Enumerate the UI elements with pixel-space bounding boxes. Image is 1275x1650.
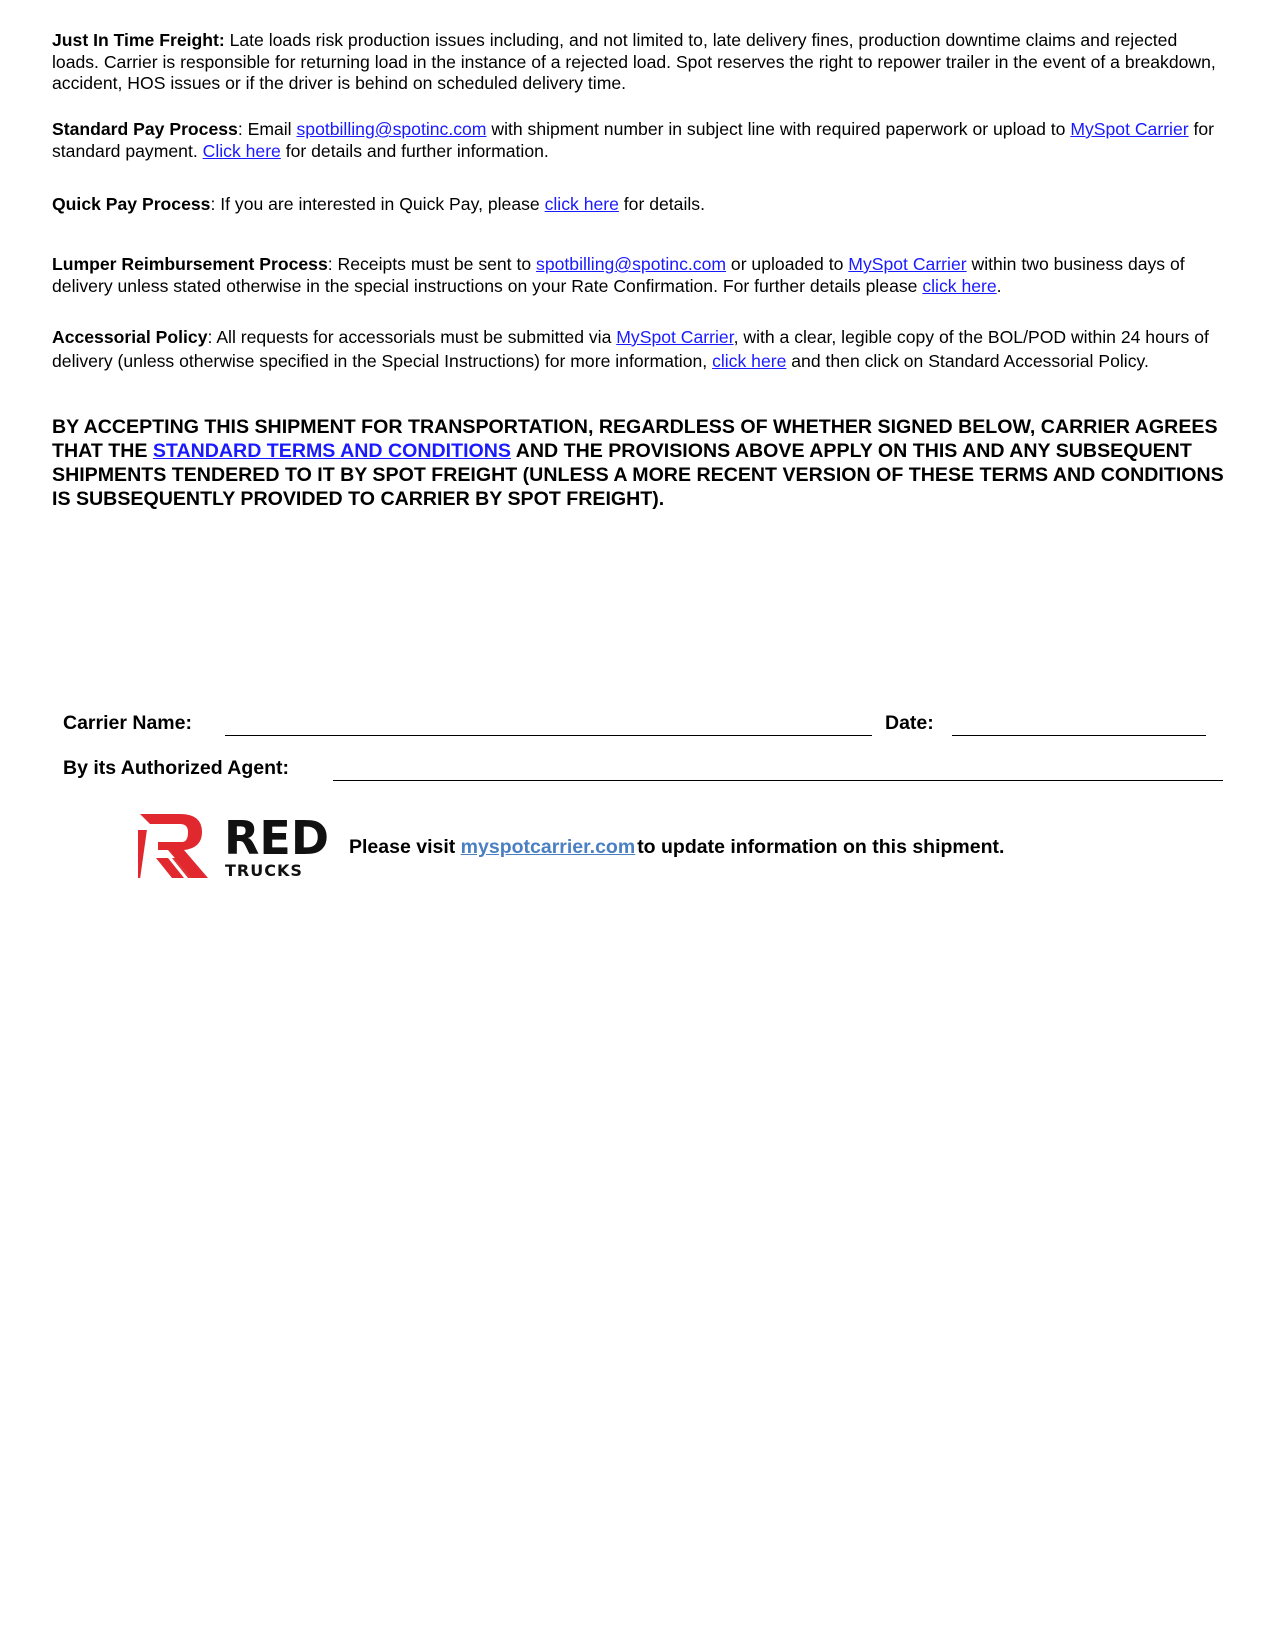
visit-text-1: Please visit bbox=[349, 836, 461, 858]
update-info-notice bbox=[349, 836, 1004, 859]
jit-body: Late loads risk production issues including, and not limited to, late delivery fines, production downtime claims and rejected loads. Carrier is responsible for returning load in the instance of a rejected load. Spot reserves the right to repower trailer in the event of a breakdown, accident, HOS issues or if the driver is behind on scheduled delivery time. bbox=[52, 30, 1216, 93]
carrier-name-line[interactable] bbox=[225, 735, 872, 736]
standard-terms-link[interactable]: STANDARD TERMS AND CONDITIONS bbox=[152, 440, 511, 462]
accessorial-myspot-link[interactable]: MySpot Carrier bbox=[616, 327, 734, 347]
date-label: Date: bbox=[885, 712, 934, 734]
lumper-click-here-link[interactable]: click here bbox=[922, 275, 997, 296]
logo-mark-icon bbox=[138, 814, 208, 878]
standard-pay-email-link[interactable]: spotbilling@spotinc.com bbox=[296, 119, 487, 139]
lumper-text-4: . bbox=[996, 275, 1002, 296]
accessorial-text-3: and then click on Standard Accessorial Policy. bbox=[786, 350, 1149, 371]
lumper-paragraph bbox=[52, 254, 1224, 297]
quick-pay-title: Quick Pay Process bbox=[52, 194, 211, 214]
standard-pay-text-2: with shipment number in subject line with required paperwork or upload to bbox=[486, 119, 1071, 139]
standard-pay-paragraph bbox=[52, 119, 1224, 162]
terms-text-2: AND THE PROVISIONS ABOVE APPLY ON THIS AND ANY SUBSEQUENT SHIPMENTS TENDERED TO IT BY SPOT FREIGHT (UNLESS A MORE RECENT VERSION OF THESE TERMS AND CONDITIONS IS SUBSEQUENTLY PROVIDED TO CARRIER BY SPOT FREIGHT). bbox=[52, 440, 1224, 510]
logo-word: RED bbox=[224, 811, 330, 865]
standard-pay-title: Standard Pay Process bbox=[52, 119, 238, 139]
lumper-title: Lumper Reimbursement Process bbox=[52, 254, 328, 274]
lumper-text-2: or uploaded to bbox=[726, 254, 849, 274]
accessorial-paragraph bbox=[52, 327, 1224, 374]
accessorial-click-here-link[interactable]: click here bbox=[712, 350, 787, 371]
standard-pay-click-here-link[interactable]: Click here bbox=[202, 140, 281, 161]
accessorial-text-1: : All requests for accessorials must be submitted via bbox=[207, 327, 617, 347]
authorized-agent-line[interactable] bbox=[333, 780, 1223, 781]
quick-pay-paragraph bbox=[52, 194, 1224, 216]
standard-pay-text-4: for details and further information. bbox=[280, 140, 549, 161]
terms-statement bbox=[52, 415, 1224, 511]
jit-paragraph bbox=[52, 30, 1224, 95]
visit-text-2: to update information on this shipment. bbox=[637, 836, 1005, 858]
myspotcarrier-link[interactable]: myspotcarrier.com bbox=[460, 836, 636, 858]
lumper-text-3: within two business days of delivery unless stated otherwise in the special instructions on your Rate Confirmation. For further details please bbox=[52, 254, 1185, 296]
logo-subword: TRUCKS bbox=[225, 861, 303, 880]
accessorial-text-2: , with a clear, legible copy of the BOL/POD within 24 hours of delivery (unless otherwise specified in the Special Instructions) for more information, bbox=[52, 327, 1209, 371]
quick-pay-text-2: for details. bbox=[618, 194, 705, 214]
standard-pay-text-1: : Email bbox=[237, 119, 297, 139]
date-line[interactable] bbox=[952, 735, 1206, 736]
accessorial-title: Accessorial Policy bbox=[52, 327, 208, 347]
standard-pay-myspot-link[interactable]: MySpot Carrier bbox=[1070, 119, 1189, 139]
quick-pay-click-here-link[interactable]: click here bbox=[544, 194, 619, 214]
carrier-name-label: Carrier Name: bbox=[63, 712, 192, 734]
lumper-myspot-link[interactable]: MySpot Carrier bbox=[848, 254, 967, 274]
authorized-agent-label: By its Authorized Agent: bbox=[63, 757, 290, 779]
standard-pay-text-3: for standard payment. bbox=[52, 119, 1215, 161]
red-trucks-logo bbox=[138, 808, 338, 880]
jit-title: Just In Time Freight: bbox=[52, 30, 225, 50]
quick-pay-text-1: : If you are interested in Quick Pay, please bbox=[210, 194, 545, 214]
terms-text-1: BY ACCEPTING THIS SHIPMENT FOR TRANSPORTATION, REGARDLESS OF WHETHER SIGNED BELOW, CARRIER AGREES THAT THE bbox=[52, 416, 1218, 462]
lumper-text-1: : Receipts must be sent to bbox=[327, 254, 537, 274]
lumper-email-link[interactable]: spotbilling@spotinc.com bbox=[536, 254, 727, 274]
